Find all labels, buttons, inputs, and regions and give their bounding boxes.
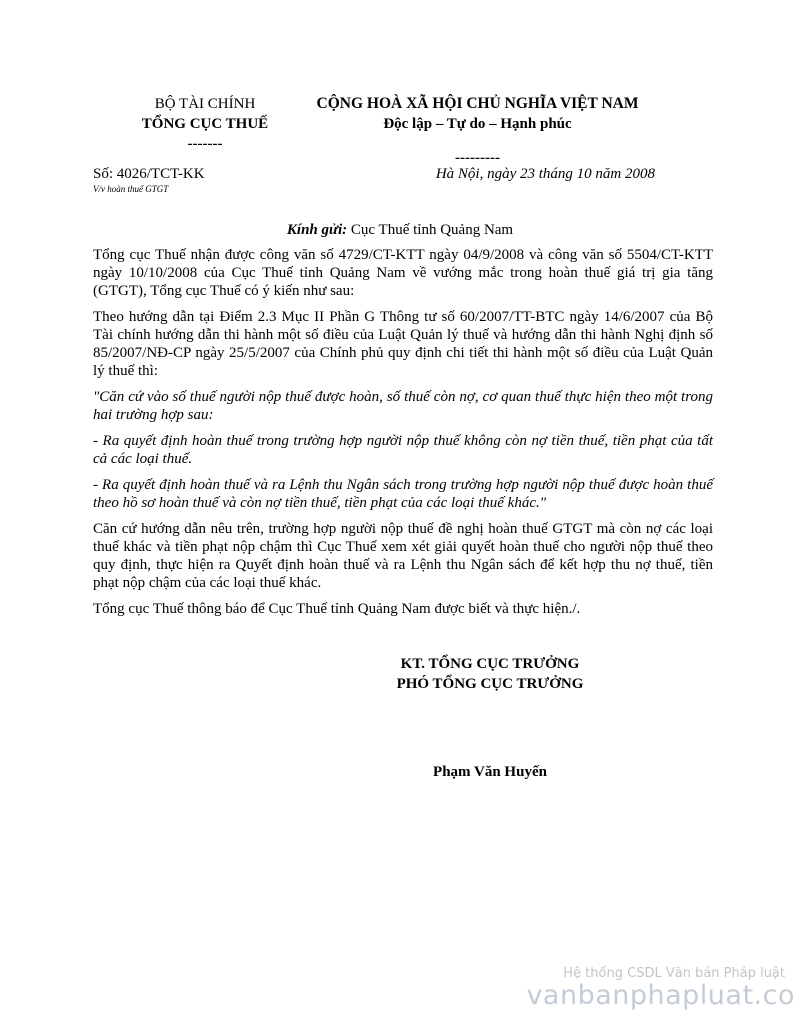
body-paragraph-closing: Tổng cục Thuế thông báo để Cục Thuế tỉnh Quảng Nam được biết và thực hiện./. <box>93 601 581 617</box>
body-paragraph-guidance: Căn cứ hướng dẫn nêu trên, trường hợp người nộp thuế đề nghị hoàn thuế GTGT mà còn nợ các loại thuế khác và tiền phạt nộp chậm thì Cục Thuế xem xét giải quyết hoàn thuế cho người nộp thuế theo quy định, thực hiện ra Quyết định hoàn thuế và ra Lệnh thu Ngân sách để kết hợp thu nợ thuế, tiền phạt nộp chậm của các loại thuế khác. <box>93 521 713 591</box>
watermark-caption: Hệ thống CSDL Văn bản Pháp luật <box>563 966 785 981</box>
body-paragraph-intro: Tổng cục Thuế nhận được công văn số 4729/CT-KTT ngày 04/9/2008 và công văn số 5504/CT-KTT ngày 10/10/2008 của Cục Thuế tỉnh Quảng Nam về vướng mắc trong hoàn thuế giá trị gia tăng (GTGT), Tổng cục Thuế có ý kiến như sau: <box>93 247 713 299</box>
nation-title: CỘNG HOÀ XÃ HỘI CHỦ NGHĨA VIỆT NAM <box>316 95 639 112</box>
recipient-name: Cục Thuế tỉnh Quảng Nam <box>347 222 514 238</box>
quote-paragraph-3: - Ra quyết định hoàn thuế và ra Lệnh thu Ngân sách trong trường hợp người nộp thuế được hoàn thuế theo hồ sơ hoàn thuế và còn nợ tiền thuế, tiền phạt của các loại thuế khác." <box>93 477 713 511</box>
signer-name: Phạm Văn Huyến <box>433 764 547 780</box>
quote-paragraph-1: "Căn cứ vào số thuế người nộp thuế được hoàn, số thuế còn nợ, cơ quan thuế thực hiện theo một trong hai trường hợp sau: <box>93 389 713 423</box>
ministry-name: BỘ TÀI CHÍNH <box>154 96 256 112</box>
quote-paragraph-2: - Ra quyết định hoàn thuế trong trường hợp người nộp thuế không còn nợ tiền thuế, tiền phạt của tất cả các loại thuế. <box>93 433 713 467</box>
document-subject: V/v hoàn thuế GTGT <box>93 184 169 194</box>
watermark-site: vanbanphapluat.co <box>526 980 795 1011</box>
motto-separator: --------- <box>455 150 500 166</box>
document-body <box>93 246 713 626</box>
national-title-block <box>300 94 655 168</box>
signature-title-1: KT. TỔNG CỤC TRƯỞNG <box>400 656 580 672</box>
document-date: Hà Nội, ngày 23 tháng 10 năm 2008 <box>435 166 655 182</box>
signature-title-2: PHÓ TỔNG CỤC TRƯỞNG <box>396 676 584 692</box>
agency-name: TỔNG CỤC THUẾ <box>141 116 269 132</box>
recipient-label: Kính gửi: <box>286 222 348 238</box>
document-number: Số: 4026/TCT-KK <box>93 166 205 182</box>
agency-separator: ------- <box>187 136 223 152</box>
signature-block <box>340 654 640 694</box>
national-motto: Độc lập – Tự do – Hạnh phúc <box>383 116 572 132</box>
body-paragraph-legal-basis: Theo hướng dẫn tại Điểm 2.3 Mục II Phần G Thông tư số 60/2007/TT-BTC ngày 14/6/2007 của Bộ Tài chính hướng dẫn thi hành một số điều của Luật Quản lý thuế và hướng dẫn thi hành Nghị định số 85/2007/NĐ-CP ngày 25/5/2007 của Chính phủ quy định chi tiết thi hành một số điều của Luật Quản lý thuế thì: <box>93 309 713 379</box>
issuer-block <box>110 94 300 154</box>
recipient-line <box>0 222 800 239</box>
